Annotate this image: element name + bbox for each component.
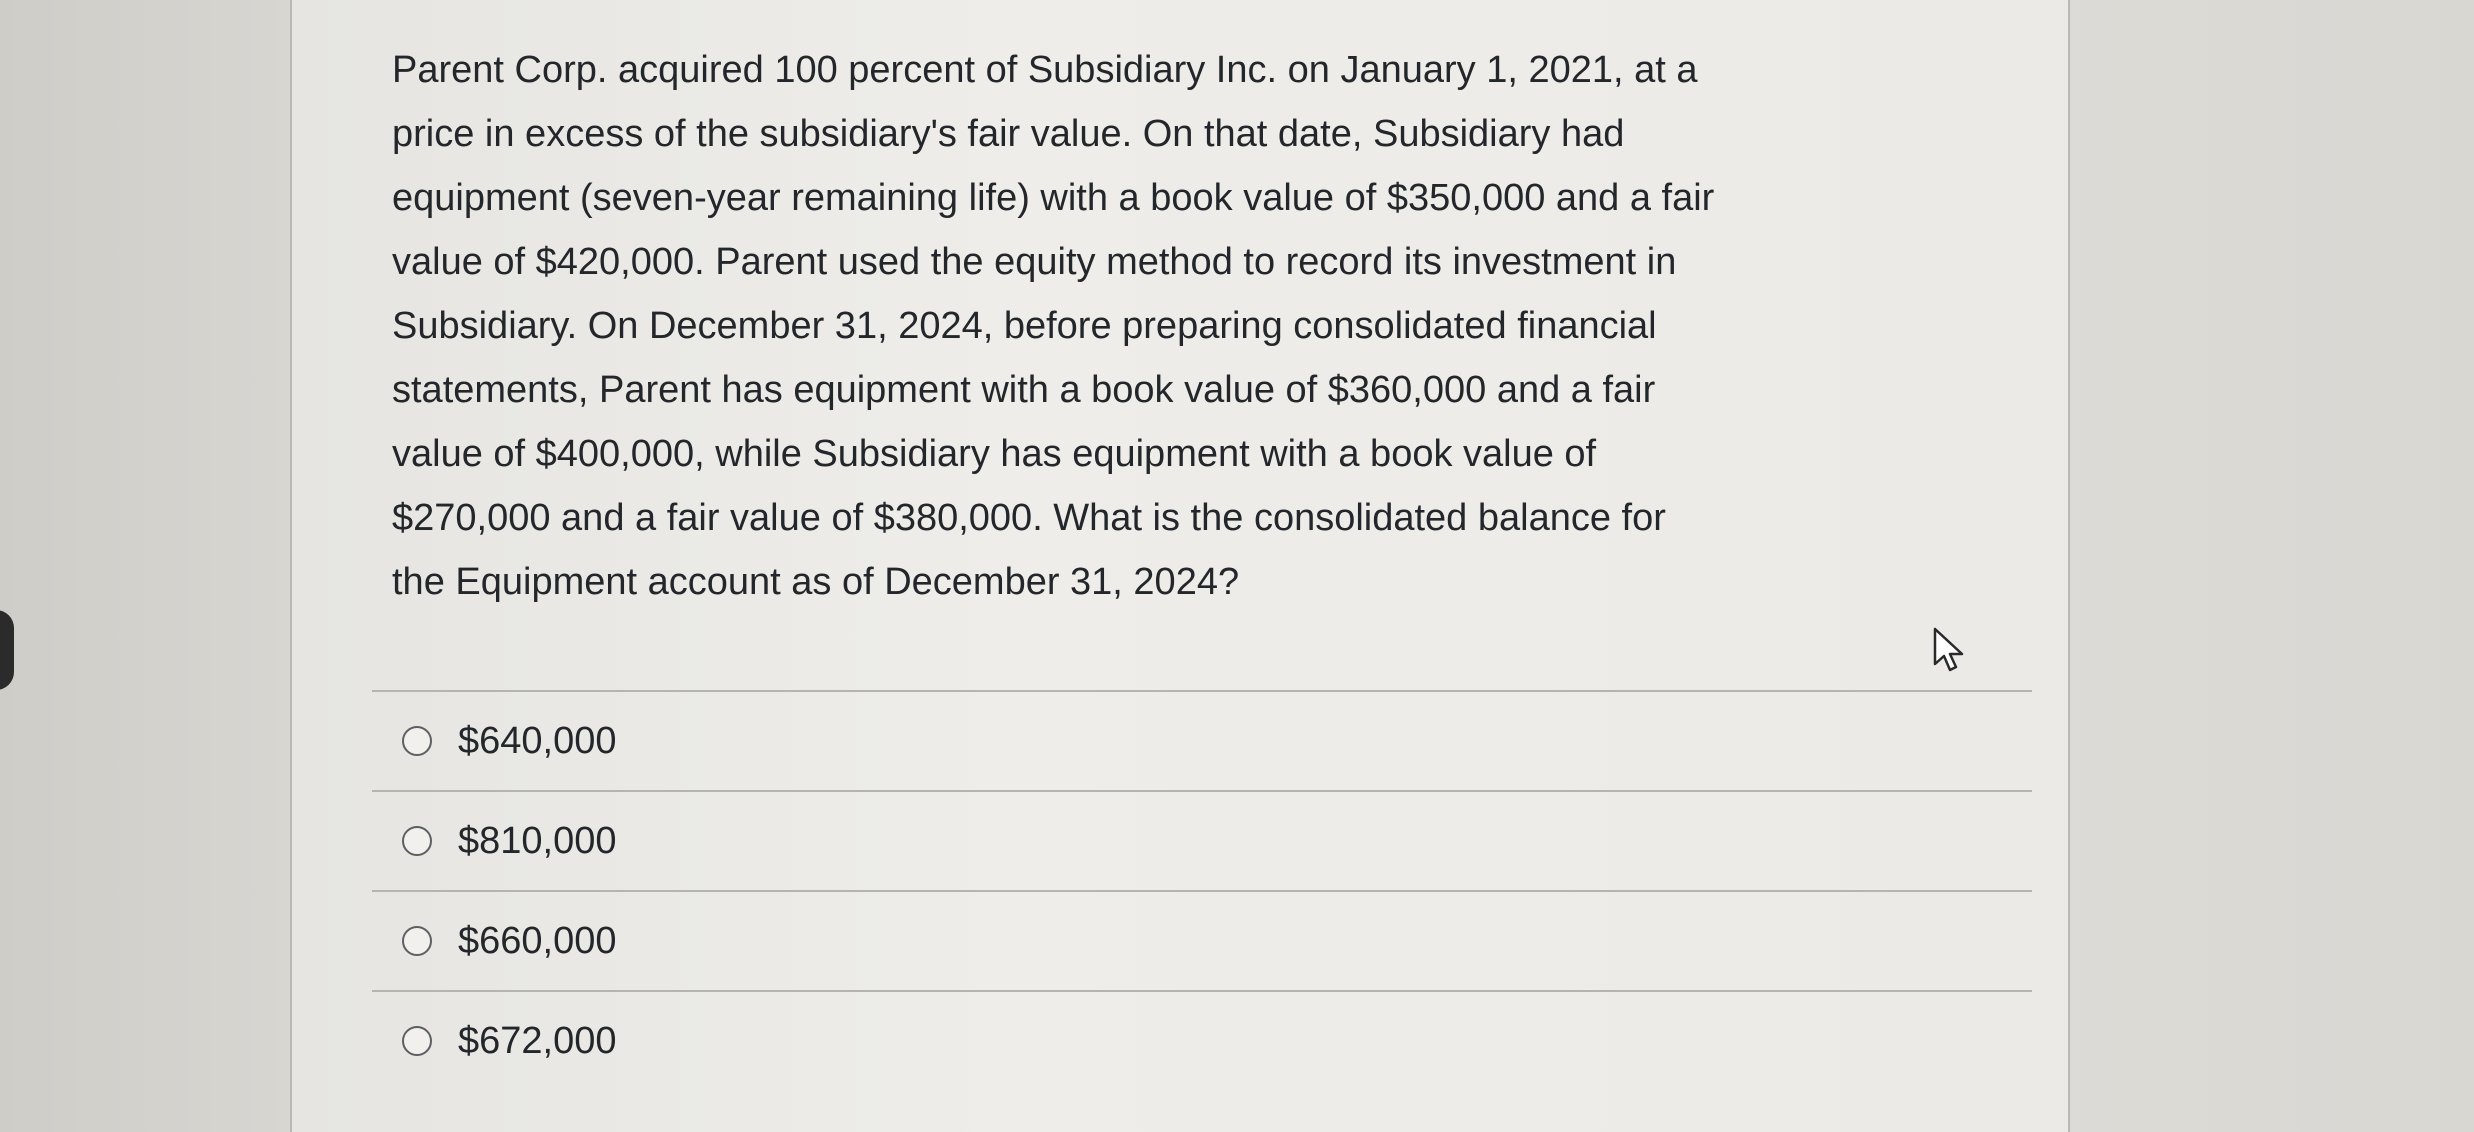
- question-card: [290, 0, 2070, 1132]
- mouse-pointer-icon: [1932, 626, 1966, 674]
- question-text: [392, 38, 1992, 614]
- answer-option-d[interactable]: [372, 990, 2032, 1090]
- question-line: value of $400,000, while Subsidiary has equipment with a book value of: [392, 433, 1597, 475]
- radio-button[interactable]: [402, 926, 432, 956]
- answer-label: $672,000: [458, 1019, 617, 1062]
- answer-option-a[interactable]: [372, 690, 2032, 790]
- question-line: equipment (seven-year remaining life) with a book value of $350,000 and a fair: [392, 177, 1715, 219]
- question-line: statements, Parent has equipment with a book value of $360,000 and a fair: [392, 369, 1656, 411]
- radio-button[interactable]: [402, 826, 432, 856]
- answer-option-b[interactable]: [372, 790, 2032, 890]
- question-line: value of $420,000. Parent used the equity method to record its investment in: [392, 241, 1677, 283]
- camera-notch: [0, 610, 14, 690]
- question-line: the Equipment account as of December 31, 2024?: [392, 561, 1240, 603]
- answer-choices: [372, 690, 2032, 1090]
- answer-label: $640,000: [458, 719, 617, 762]
- question-line: $270,000 and a fair value of $380,000. What is the consolidated balance for: [392, 497, 1666, 539]
- question-line: Subsidiary. On December 31, 2024, before preparing consolidated financial: [392, 305, 1657, 347]
- question-line: Parent Corp. acquired 100 percent of Subsidiary Inc. on January 1, 2021, at a: [392, 49, 1698, 91]
- answer-label: $810,000: [458, 819, 617, 862]
- answer-option-c[interactable]: [372, 890, 2032, 990]
- radio-button[interactable]: [402, 1026, 432, 1056]
- radio-button[interactable]: [402, 726, 432, 756]
- answer-label: $660,000: [458, 919, 617, 962]
- question-line: price in excess of the subsidiary's fair value. On that date, Subsidiary had: [392, 113, 1625, 155]
